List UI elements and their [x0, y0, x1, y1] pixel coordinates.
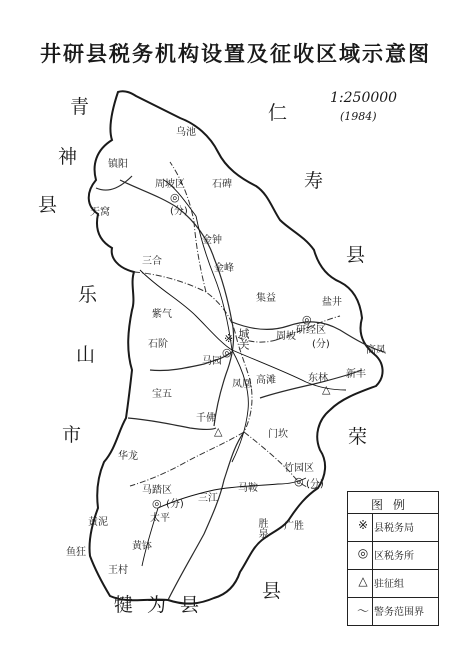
legend-title: 图例: [370, 498, 415, 512]
boundary-line-icon: 〜: [356, 604, 369, 618]
neighbor-rong-2: 县: [262, 580, 282, 602]
place-sanjiang: 三江: [198, 493, 218, 504]
place-guangsheng: 广胜: [284, 521, 304, 532]
place-xinfeng: 新丰: [346, 369, 366, 380]
neighbor-renshou-3: 县: [346, 244, 366, 266]
map-legend: [347, 491, 439, 626]
place-hualong: 华龙: [118, 451, 138, 462]
place-sanhe: 三合: [142, 256, 162, 267]
place-ziqi: 紫气: [152, 309, 172, 320]
neighbor-leshan-2: 山: [76, 344, 96, 366]
neighbor-qingshen-3: 县: [38, 194, 58, 216]
legend-row-district-office: ◎ 区税务所: [348, 542, 438, 566]
district-office-icon: ◎: [357, 546, 369, 560]
place-shiniu: 竹园区: [284, 463, 314, 474]
place-baoluo: 宝五: [152, 389, 172, 400]
district-office-icon: ◎: [294, 475, 304, 488]
place-daqiao: 马鞍: [238, 483, 258, 494]
place-shenghuo: 太平: [150, 513, 170, 524]
place-jinfeng: 金峰: [214, 263, 234, 274]
legend-row-collection-group: △ 驻征组: [348, 570, 438, 594]
neighbor-rong-1: 荣: [348, 426, 368, 448]
neighbor-qingshen-2: 神: [58, 146, 78, 168]
map-scale: 1:250000: [330, 90, 398, 106]
place-mayuan: 马园: [202, 356, 222, 367]
place-tiantai: 天窝: [90, 207, 110, 218]
county-boundary: [89, 91, 383, 603]
collection-group-icon: △: [214, 425, 223, 438]
neighbor-leshan-1: 乐: [78, 284, 98, 306]
place-zhoupo: 周坡区: [155, 179, 185, 190]
map-title: 井研县税务机构设置及征收区域示意图: [40, 42, 431, 66]
place-wangguan: 王村: [108, 565, 128, 576]
district-office-icon: ◎: [222, 346, 232, 359]
place-fengguan: 凤凰: [232, 379, 252, 390]
county-bureau-icon: ※: [357, 518, 369, 532]
place-qianfo: 千佛: [196, 413, 216, 424]
place-shibei: 石碑: [212, 179, 232, 190]
place-lianhua: 黄泥: [88, 517, 108, 528]
map-year: (1984): [340, 110, 377, 123]
place-huangbai: 黄钵: [132, 541, 152, 552]
collection-group-icon: △: [358, 574, 368, 588]
place-niaochi: 乌池: [176, 127, 196, 138]
legend-row-boundary: 〜 警务范围界: [348, 598, 438, 622]
place-yancheng: 城关: [237, 328, 250, 350]
place-zhoupo-fen: (分): [170, 206, 188, 217]
district-office-icon: ◎: [152, 497, 162, 510]
legend-row-county-bureau: ※ 县税务局: [348, 514, 438, 538]
place-shiniu-fen: (分): [306, 479, 324, 490]
place-zhouping: 周坡: [276, 331, 296, 342]
place-shengquan: 胜泉: [256, 518, 267, 538]
place-gaotan: 高滩: [256, 375, 276, 386]
place-zhaoxiang: 马踏区: [142, 485, 172, 496]
neighbor-leshan-3: 市: [62, 424, 82, 446]
place-gongsi: 东林: [308, 373, 328, 384]
place-zhaoxiang-fen: (分): [166, 499, 184, 510]
place-yanjing-fen: (分): [312, 339, 330, 350]
neighbor-qingshen-1: 青: [70, 96, 90, 118]
district-office-icon: ◎: [170, 191, 180, 204]
place-zhenyang: 镇阳: [108, 159, 128, 170]
place-menggu: 门坎: [268, 429, 288, 440]
place-yanjing: 研经区: [296, 325, 326, 336]
neighbor-renshou-2: 寿: [304, 170, 324, 192]
county-bureau-icon: ※: [224, 332, 234, 345]
place-yanjian: 盐井: [322, 297, 342, 308]
neighbor-qianwei: 犍为县: [114, 594, 214, 616]
place-jinzhong: 金钟: [202, 235, 222, 246]
place-shijiao: 石阶: [148, 339, 168, 350]
place-gaofeng: 高凤: [366, 345, 386, 356]
place-jixiang: 集益: [256, 293, 276, 304]
district-office-icon: ◎: [302, 313, 312, 326]
collection-group-icon: △: [322, 383, 331, 396]
place-niuzi: 鱼狂: [66, 547, 86, 558]
neighbor-renshou-1: 仁: [268, 102, 288, 124]
